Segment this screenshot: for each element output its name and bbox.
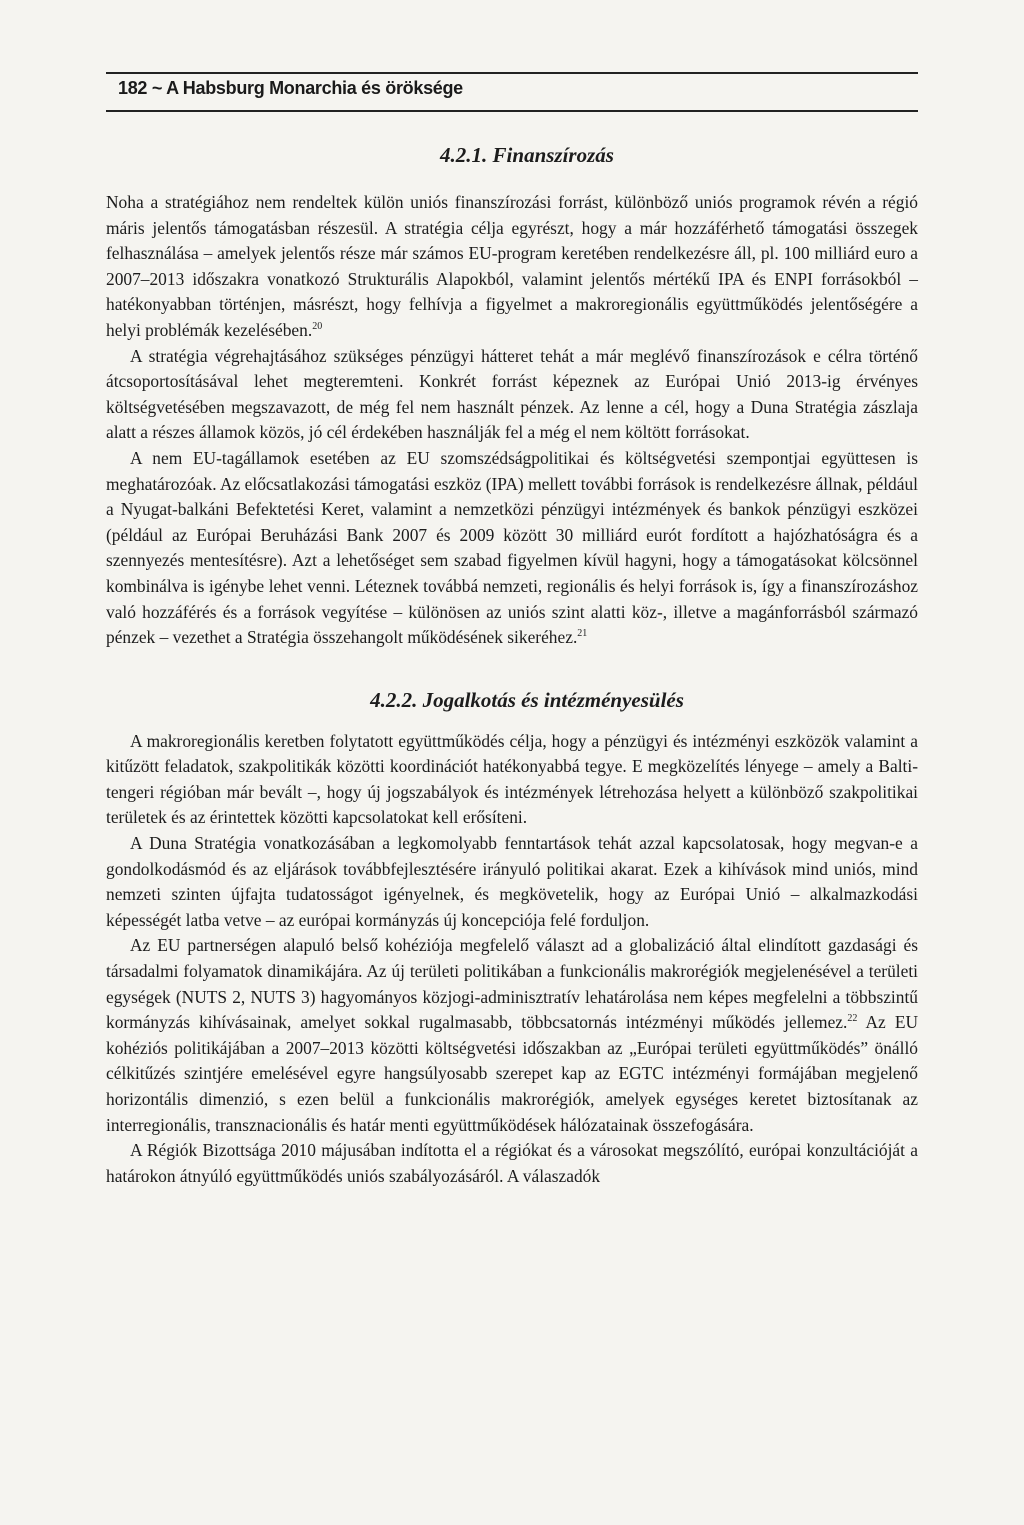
footnote-ref[interactable]: 22 bbox=[847, 1013, 858, 1025]
running-head-text: 182 ~ A Habsburg Monarchia és öröksége bbox=[118, 78, 463, 98]
paragraph: A stratégia végrehajtásához szükséges pénzügyi hátteret tehát a már meglévő finanszírozások e célra történő átcsoportosításával lehet megteremteni. Konkrét forrást képeznek az Európai Unió 2013-ig érvényes költségvetésében megszavazott, de még fel nem használt pénzek. Az lenne a cél, hogy a Duna Stratégia zászlaja alatt a részes államok közös, jó cél érdekében használják fel a még el nem költött forrásokat. bbox=[106, 345, 918, 443]
running-header bbox=[106, 72, 918, 112]
paragraph: A Duna Stratégia vonatkozásában a legkomolyabb fenntartások tehát azzal kapcsolatosak, hogy megvan-e a gondolkodásmód és az eljárások továbbfejlesztésére irányuló politikai akarat. Ezek a kihívások mind uniós, mind nemzeti szinten újfajta tudatosságot igényelnek, és megkövetelik, hogy az Európai Unió – alkalmazkodási képességét latba vetve – az európai kormányzás új koncepciója felé forduljon. bbox=[106, 833, 918, 930]
paragraph: A Régiók Bizottsága 2010 májusában indította el a régiókat és a városokat megszólító, európai konzultációját a határokon átnyúló együttműködés uniós szabályozásáról. A válaszadók bbox=[106, 1140, 918, 1186]
paragraph: Noha a stratégiához nem rendeltek külön uniós finanszírozási forrást, különböző uniós programok révén a régió máris jelentős támogatásban részesül. A stratégia célja egyrészt, hogy a már hozzáférhető támogatási összegek felhasználása – amelyek jelentős része már számos EU-program keretében rendelkezésre áll, pl. 100 milliárd euro a 2007–2013 időszakra vonatkozó Strukturális Alapokból, valamint jelentős mértékű IPA és ENPI forrásokból – hatékonyabban történjen, másrészt, hogy felhívja a figyelmet a makroregionális együttműködés jelentőségére a helyi problémák kezelésében.$^{20}$ bbox=[106, 192, 918, 340]
paragraph: Az EU partnerségen alapuló belső kohéziója megfelelő választ ad a globalizáció által elindított gazdasági és társadalmi folyamatok dinamikájára. Az új területi politikában a funkcionális makrorégiók megjelenésével a területi egységek (NUTS 2, NUTS 3) hagyományos közjogi-adminisztratív lehatárolása nem képes megfelelni a többszintű kormányzás kihívásainak, amelyet sokkal rugalmasabb, többcsatornás intézményi működés jellemez.$^{22}$ Az EU kohéziós politikájában a 2007–2013 közötti költségvetési időszakban az „Európai területi együttműködés” önálló célkitűzés szintjére emelésével egyre hangsúlyosabb szerepet kap az EGTC intézményi formájában megjelenő horizontális dimenzió, s ezen belül a funkcionális makrorégiók, amelyek egységes keretet biztosítanak az interregionális, transznacionális és határ menti együttműködések hálózatainak összefogására. bbox=[106, 935, 919, 1135]
page-body bbox=[106, 140, 918, 1189]
paragraph: A nem EU-tagállamok esetében az EU szomszédságpolitikai és költségvetési szempontjai együttesen is meghatározóak. Az előcsatlakozási támogatási eszköz (IPA) mellett további források is rendelkezésre állnak, például a Nyugat-balkáni Befektetési Keret, valamint a nemzetközi pénzügyi intézmények és bankok pénzügyi eszközei (például az Európai Beruházási Bank 2007 és 2009 között 30 milliárd eurót fordított a hajózhatóságra és a szennyezés mentesítésre). Azt a lehetőséget sem szabad figyelmen kívül hagyni, hogy a támogatásokat kölcsönnel kombinálva is igénybe lehet venni. Léteznek továbbá nemzeti, regionális és helyi források is, így a finanszírozáshoz való hozzáférés és a források vegyítése – különösen az uniós szint alatti köz-, illetve a magánforrásból származó pénzek – vezethet a Stratégia összehangolt működésének sikeréhez.$^{21}$ bbox=[106, 447, 918, 648]
section-title-jogalkotas: 4.2.2. Jogalkotás és intézményesülés bbox=[370, 687, 684, 712]
paragraph: A makroregionális keretben folytatott együttműködés célja, hogy a pénzügyi és intézményi eszközök valamint a kitűzött feladatok, szakpolitikák közötti koordinációt hatékonyabbá tegye. E megközelítés lényege – amely a Balti-tengeri régióban már bevált –, hogy új jogszabályok és intézmények létrehozása helyett a különböző szakpolitikai területek és az érintettek közötti kapcsolatokat kell erősíteni. bbox=[106, 730, 918, 828]
section-title-finanszirozas: 4.2.1. Finanszírozás bbox=[440, 143, 614, 167]
footnote-ref[interactable]: 21 bbox=[577, 628, 588, 640]
footnote-ref[interactable]: 20 bbox=[312, 321, 323, 333]
